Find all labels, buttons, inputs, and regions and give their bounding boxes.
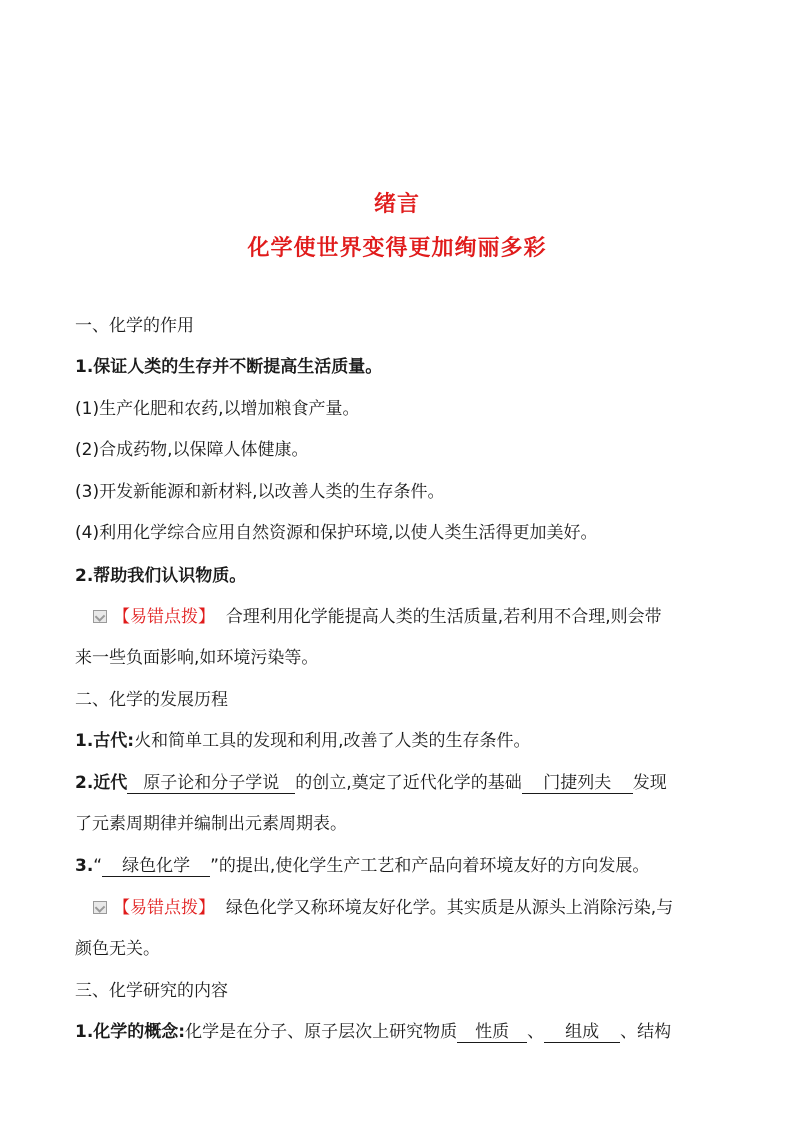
quote-open: “ bbox=[93, 856, 103, 876]
item-label: 1.古代: bbox=[75, 731, 135, 751]
section-heading-role: 一、化学的作用 bbox=[75, 316, 194, 336]
item-text: 化学是在分子、原子层次上研究物质 bbox=[185, 1022, 458, 1042]
tip-text: 绿色化学又称环境友好化学。其实质是从源头上消除污染,与 bbox=[225, 898, 674, 918]
fill-blank-green-chemistry: 绿色化学 bbox=[102, 856, 210, 877]
tip-icon bbox=[93, 901, 107, 914]
tip-block-2 bbox=[93, 897, 743, 919]
tip-icon bbox=[93, 610, 107, 623]
item-text: 发现 bbox=[632, 773, 667, 793]
item-ensure-survival: 1.保证人类的生存并不断提高生活质量。 bbox=[75, 357, 383, 377]
tip-label: 【易错点拨】 bbox=[113, 898, 215, 918]
item-ancient bbox=[75, 730, 725, 752]
fill-blank-atomic-theory: 原子论和分子学说 bbox=[127, 773, 295, 794]
tip-text: 合理利用化学能提高人类的生活质量,若利用不合理,则会带 bbox=[225, 607, 662, 627]
fill-blank-properties: 性质 bbox=[457, 1022, 527, 1043]
sub-item-medicine: (2)合成药物,以保障人体健康。 bbox=[75, 440, 309, 460]
sub-item-new-energy: (3)开发新能源和新材料,以改善人类的生存条件。 bbox=[75, 482, 445, 502]
item-green-chemistry bbox=[75, 855, 725, 877]
tip-text-continued: 颜色无关。 bbox=[75, 939, 160, 959]
item-label: 3. bbox=[75, 856, 94, 876]
fill-blank-mendeleev: 门捷列夫 bbox=[522, 773, 633, 794]
item-text: 火和简单工具的发现和利用,改善了人类的生存条件。 bbox=[134, 731, 531, 751]
item-label: 2.近代 bbox=[75, 773, 128, 793]
item-modern bbox=[75, 772, 725, 794]
page-subtitle: 化学使世界变得更加绚丽多彩 bbox=[247, 236, 547, 261]
item-text: ”的提出,使化学生产工艺和产品向着环境友好的方向发展。 bbox=[210, 856, 650, 876]
item-modern-continued: 了元素周期律并编制出元素周期表。 bbox=[75, 814, 347, 834]
separator: 、结构 bbox=[620, 1022, 672, 1042]
section-heading-history: 二、化学的发展历程 bbox=[75, 690, 228, 710]
item-understand-matter: 2.帮助我们认识物质。 bbox=[75, 566, 247, 586]
fill-blank-composition: 组成 bbox=[544, 1022, 620, 1043]
sub-item-environment: (4)利用化学综合应用自然资源和保护环境,以使人类生活得更加美好。 bbox=[75, 523, 598, 543]
tip-label: 【易错点拨】 bbox=[113, 607, 215, 627]
tip-block-1 bbox=[93, 606, 743, 628]
item-text: 的创立,奠定了近代化学的基础 bbox=[295, 773, 522, 793]
item-label: 1.化学的概念: bbox=[75, 1022, 186, 1042]
page-title: 绪言 bbox=[373, 192, 420, 217]
sub-item-fertilizer: (1)生产化肥和农药,以增加粮食产量。 bbox=[75, 399, 360, 419]
separator: 、 bbox=[527, 1022, 545, 1042]
tip-text-continued: 来一些负面影响,如环境污染等。 bbox=[75, 648, 319, 668]
item-concept bbox=[75, 1021, 725, 1043]
section-heading-research: 三、化学研究的内容 bbox=[75, 981, 228, 1001]
